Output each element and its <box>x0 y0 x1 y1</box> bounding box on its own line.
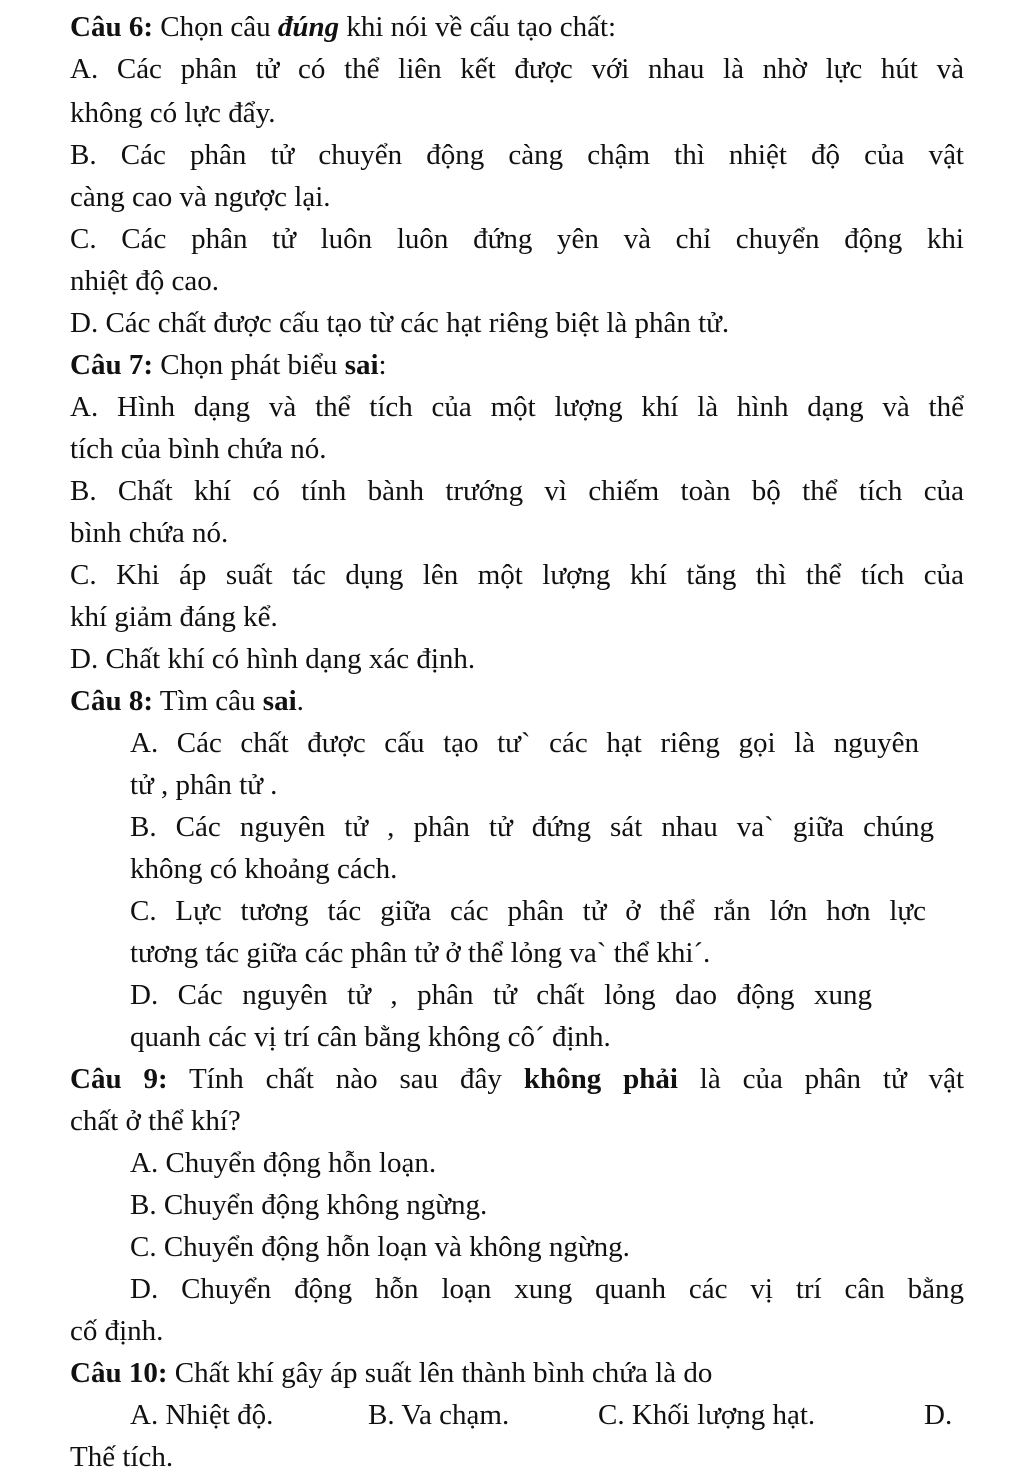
q8-option-b: B. Các nguyên tử , phân tử đứng sát nhau va` giữa chúng <box>130 811 934 843</box>
q9-option-d: D. Chuyển động hỗn loạn xung quanh các vị trí cân bằng <box>130 1273 964 1305</box>
q9-stem-pre: Tính chất nào sau đây <box>167 1063 524 1095</box>
q6-option-b-cont: càng cao và ngược lại. <box>70 181 331 213</box>
q7-stem-post: : <box>378 349 387 381</box>
q10-option-b: B. Va chạm. <box>368 1399 510 1431</box>
q6-option-c: C. Các phân tử luôn luôn đứng yên và chỉ chuyển động khi <box>70 223 964 255</box>
q9-option-b: B. Chuyển động không ngừng. <box>130 1189 488 1221</box>
q6-stem-pre: Chọn câu <box>152 11 278 43</box>
q6-option-b: B. Các phân tử chuyển động càng chậm thì nhiệt độ của vật <box>70 139 964 171</box>
q8-stem-pre: Tìm câu <box>152 685 263 717</box>
q8-option-a: A. Các chất được cấu tạo tư` các hạt riêng gọi là nguyên <box>130 727 919 759</box>
q7-option-a-cont: tích của bình chứa nó. <box>70 433 327 465</box>
q7-stem <box>70 344 964 386</box>
q8-label: Câu 8: <box>70 685 153 717</box>
q10-stem-post: Chất khí gây áp suất lên thành bình chứa là do <box>167 1357 713 1389</box>
q6-option-a-cont: không có lực đẩy. <box>70 97 276 129</box>
q8-option-c: C. Lực tương tác giữa các phân tử ở thể rắn lớn hơn lực <box>130 895 926 927</box>
q7-stem-pre: Chọn phát biểu <box>152 349 345 381</box>
q7-option-b: B. Chất khí có tính bành trướng vì chiếm toàn bộ thể tích của <box>70 475 964 507</box>
q9-stem-bold: không phải <box>523 1063 678 1095</box>
q10-option-a: A. Nhiệt độ. <box>130 1399 274 1431</box>
q7-option-a: A. Hình dạng và thể tích của một lượng khí là hình dạng và thể <box>70 391 964 423</box>
q7-label: Câu 7: <box>70 349 153 381</box>
q8-option-d-cont: quanh các vị trí cân bằng không cô´ định. <box>130 1021 611 1053</box>
q9-stem <box>70 1058 964 1100</box>
q8-option-a-cont: tử , phân tử . <box>130 769 278 801</box>
q10-option-c: C. Khối lượng hạt. <box>598 1399 816 1431</box>
q8-option-b-cont: không có khoảng cách. <box>130 853 398 885</box>
q9-option-a: A. Chuyển động hỗn loạn. <box>130 1147 437 1179</box>
q7-option-d: D. Chất khí có hình dạng xác định. <box>70 643 476 675</box>
q9-option-c: C. Chuyển động hỗn loạn và không ngừng. <box>130 1231 630 1263</box>
q10-option-d-cont: Thế tích. <box>70 1441 174 1473</box>
q10-options <box>130 1394 960 1436</box>
q6-label: Câu 6: <box>70 11 153 43</box>
q6-option-a: A. Các phân tử có thể liên kết được với nhau là nhờ lực hút và <box>70 53 964 85</box>
q8-option-c-cont: tương tác giữa các phân tử ở thể lỏng va` thể khi´. <box>130 937 711 969</box>
q10-label: Câu 10: <box>70 1357 168 1389</box>
q7-option-b-cont: bình chứa nó. <box>70 517 229 549</box>
q8-stem-post: . <box>296 685 304 717</box>
q8-stem-bold: sai <box>262 685 297 717</box>
q10-option-d: D. <box>924 1399 953 1431</box>
q9-label: Câu 9: <box>70 1063 168 1095</box>
q9-stem-post: là của phân tử vật <box>677 1063 965 1095</box>
q6-option-d: D. Các chất được cấu tạo từ các hạt riêng biệt là phân tử. <box>70 307 730 339</box>
q6-stem-emph: đúng <box>277 11 340 43</box>
q6-option-c-cont: nhiệt độ cao. <box>70 265 219 297</box>
q6-stem <box>70 6 964 48</box>
q7-option-c-cont: khí giảm đáng kể. <box>70 601 278 633</box>
q7-option-c: C. Khi áp suất tác dụng lên một lượng khí tăng thì thể tích của <box>70 559 964 591</box>
q10-stem <box>70 1352 964 1394</box>
q6-stem-post: khi nói về cấu tạo chất: <box>339 11 617 43</box>
q8-option-d: D. Các nguyên tử , phân tử chất lỏng dao động xung <box>130 979 872 1011</box>
q9-option-d-cont: cố định. <box>70 1315 164 1347</box>
q9-stem-cont: chất ở thể khí? <box>70 1105 241 1137</box>
q7-stem-bold: sai <box>344 349 379 381</box>
q8-stem <box>70 680 964 722</box>
